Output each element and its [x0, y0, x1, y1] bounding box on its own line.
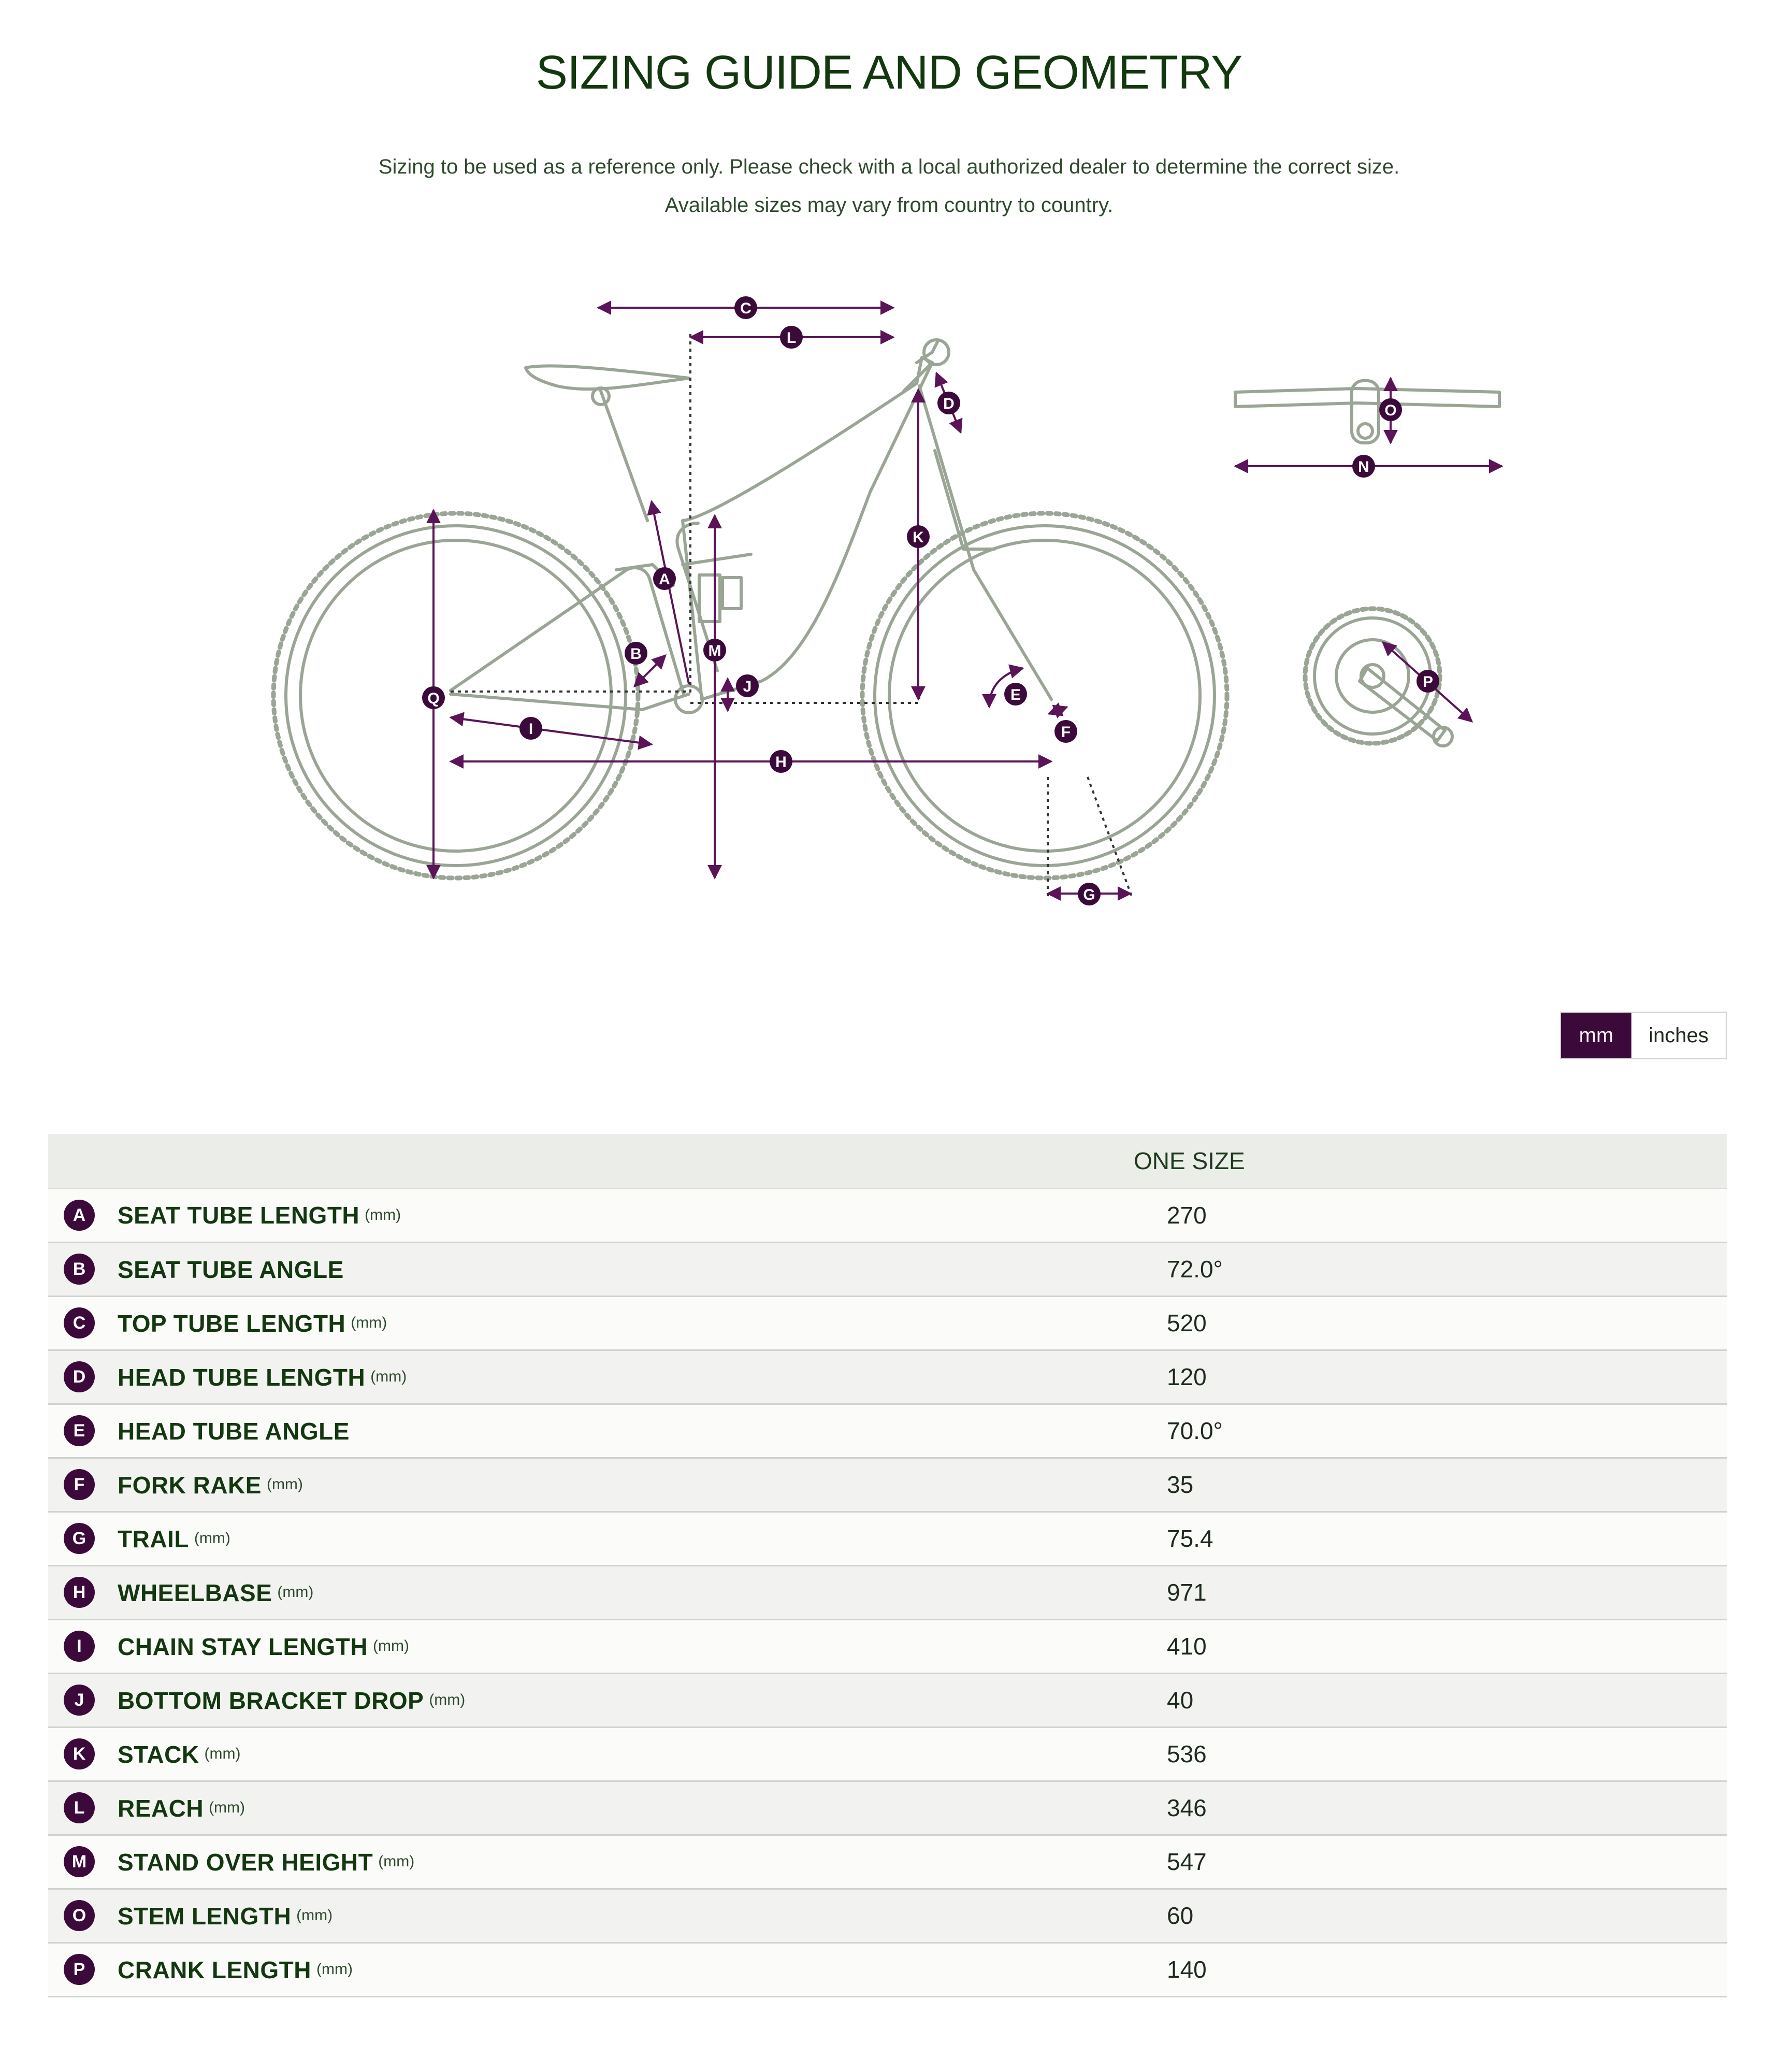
marker-m — [703, 639, 726, 661]
marker-e — [1004, 683, 1027, 706]
letter-badge: L — [64, 1792, 95, 1823]
letter-badge: J — [64, 1685, 95, 1716]
header-label-column — [48, 1134, 960, 1188]
svg-text:M: M — [708, 642, 721, 659]
letter-badge: P — [64, 1954, 95, 1985]
letter-badge: K — [64, 1738, 95, 1769]
table-row — [48, 1619, 1727, 1673]
svg-text:B: B — [630, 645, 642, 663]
measurement-name: CRANK LENGTH — [118, 1956, 311, 1983]
unit-mm-button[interactable]: mm — [1561, 1013, 1631, 1058]
svg-text:P: P — [1422, 673, 1434, 690]
measurement-value: 547 — [960, 1835, 1727, 1889]
page-title: SIZING GUIDE AND GEOMETRY — [536, 46, 1242, 99]
svg-text:H: H — [775, 754, 787, 771]
row-label-cell — [48, 1727, 960, 1781]
measurement-unit: (mm) — [378, 1853, 415, 1870]
letter-badge: O — [64, 1900, 95, 1931]
row-label-cell — [48, 1242, 960, 1296]
measurement-value: 72.0° — [960, 1242, 1727, 1296]
measurement-unit: (mm) — [370, 1368, 407, 1386]
row-label-cell — [48, 1296, 960, 1350]
measurement-unit: (mm) — [373, 1637, 410, 1655]
svg-text:C: C — [740, 300, 751, 317]
measurement-value: 75.4 — [960, 1512, 1727, 1565]
marker-g — [1078, 883, 1101, 905]
svg-text:L: L — [786, 329, 797, 347]
table-row — [48, 1512, 1727, 1565]
svg-text:O: O — [1384, 402, 1397, 419]
frame — [451, 340, 1051, 713]
marker-n — [1352, 455, 1375, 478]
marker-a — [653, 567, 676, 590]
letter-badge: A — [64, 1200, 95, 1231]
measurement-value: 140 — [960, 1942, 1727, 1996]
row-label-cell — [48, 1619, 960, 1673]
measurement-name: TOP TUBE LENGTH — [118, 1310, 346, 1337]
measurement-name: SEAT TUBE LENGTH — [118, 1202, 360, 1229]
svg-text:D: D — [943, 395, 955, 412]
measurement-unit: (mm) — [429, 1691, 466, 1709]
measurement-name: FORK RAKE — [118, 1471, 262, 1499]
table-row — [48, 1942, 1727, 1996]
table-row — [48, 1781, 1727, 1835]
measurement-unit: (mm) — [266, 1476, 303, 1493]
bike-illustration — [273, 340, 1499, 878]
row-label-cell — [48, 1835, 960, 1889]
measurement-unit: (mm) — [277, 1584, 314, 1601]
table-row — [48, 1835, 1727, 1889]
measurement-unit: (mm) — [351, 1314, 387, 1332]
svg-text:G: G — [1083, 886, 1095, 903]
row-label-cell — [48, 1512, 960, 1565]
table-header-row — [48, 1134, 1727, 1188]
row-label-cell — [48, 1188, 960, 1242]
marker-q — [422, 686, 445, 709]
letter-badge: G — [64, 1523, 95, 1554]
arrow-f — [1049, 707, 1067, 714]
table-row — [48, 1242, 1727, 1296]
row-label-cell — [48, 1889, 960, 1942]
table-row — [48, 1350, 1727, 1404]
measurement-unit: (mm) — [365, 1206, 401, 1224]
marker-l — [780, 326, 803, 349]
table-row — [48, 1188, 1727, 1242]
letter-badge: B — [64, 1254, 95, 1285]
marker-b — [625, 642, 647, 665]
measurement-value: 410 — [960, 1619, 1727, 1673]
measurement-name: SEAT TUBE ANGLE — [118, 1256, 344, 1283]
marker-f — [1054, 720, 1077, 743]
letter-badge: H — [64, 1577, 95, 1608]
table-row — [48, 1889, 1727, 1942]
measurement-value: 520 — [960, 1296, 1727, 1350]
marker-c — [734, 296, 757, 319]
handlebar-detail — [1235, 381, 1499, 443]
row-label-cell — [48, 1781, 960, 1835]
svg-text:K: K — [913, 529, 924, 546]
marker-i — [519, 717, 542, 740]
measurement-name: STEM LENGTH — [118, 1902, 292, 1930]
svg-text:Q: Q — [427, 690, 440, 707]
disclaimer-line-2: Available sizes may vary from country to country. — [664, 194, 1114, 217]
measurement-name: REACH — [118, 1794, 204, 1822]
sizing-disclaimer — [0, 148, 1778, 224]
marker-o — [1379, 398, 1402, 421]
letter-badge: C — [64, 1307, 95, 1339]
header-one-size: ONE SIZE — [960, 1134, 1727, 1188]
unit-inches-button[interactable]: inches — [1631, 1013, 1726, 1058]
measurement-unit: (mm) — [316, 1961, 353, 1978]
marker-j — [736, 674, 759, 697]
measurement-value: 120 — [960, 1350, 1727, 1404]
table-row — [48, 1404, 1727, 1458]
reference-lines — [451, 334, 1132, 896]
front-wheel — [862, 513, 1227, 878]
marker-d — [937, 392, 960, 414]
measurement-value: 70.0° — [960, 1404, 1727, 1458]
table-row — [48, 1458, 1727, 1512]
row-label-cell — [48, 1942, 960, 1996]
letter-badge: I — [64, 1631, 95, 1662]
measurement-unit: (mm) — [296, 1907, 333, 1924]
measurement-name: HEAD TUBE LENGTH — [118, 1363, 366, 1391]
marker-p — [1416, 670, 1439, 693]
letter-badge: F — [64, 1469, 95, 1500]
saddle — [526, 366, 689, 521]
table-row — [48, 1565, 1727, 1619]
geometry-table — [48, 1134, 1727, 1997]
disclaimer-line-1: Sizing to be used as a reference only. Please check with a local authorized dealer to determine the correct size. — [378, 155, 1400, 178]
svg-text:J: J — [743, 678, 752, 695]
row-label-cell — [48, 1404, 960, 1458]
measurement-unit: (mm) — [204, 1745, 241, 1763]
measurement-value: 346 — [960, 1781, 1727, 1835]
letter-badge: D — [64, 1361, 95, 1392]
unit-toggle — [1560, 1012, 1727, 1059]
svg-text:A: A — [659, 571, 670, 588]
table-row — [48, 1296, 1727, 1350]
measurement-name: TRAIL — [118, 1525, 189, 1552]
measurement-unit: (mm) — [209, 1799, 245, 1817]
measurement-name: HEAD TUBE ANGLE — [118, 1417, 350, 1445]
row-label-cell — [48, 1565, 960, 1619]
measurement-value: 971 — [960, 1565, 1727, 1619]
marker-k — [907, 525, 930, 548]
marker-h — [770, 750, 792, 773]
measurement-value: 536 — [960, 1727, 1727, 1781]
svg-text:N: N — [1358, 458, 1369, 476]
row-label-cell — [48, 1458, 960, 1512]
measurement-value: 40 — [960, 1673, 1727, 1727]
table-body — [48, 1188, 1727, 1996]
measurement-name: BOTTOM BRACKET DROP — [118, 1687, 424, 1714]
measurement-value: 60 — [960, 1889, 1727, 1942]
table-row — [48, 1727, 1727, 1781]
measurement-name: CHAIN STAY LENGTH — [118, 1633, 368, 1660]
measurement-name: STACK — [118, 1740, 199, 1768]
measurement-value: 270 — [960, 1188, 1727, 1242]
table-row — [48, 1673, 1727, 1727]
letter-badge: E — [64, 1415, 95, 1446]
row-label-cell — [48, 1673, 960, 1727]
letter-badge: M — [64, 1846, 95, 1877]
svg-text:E: E — [1010, 686, 1021, 703]
measurement-value: 35 — [960, 1458, 1727, 1512]
svg-text:F: F — [1061, 724, 1071, 741]
measurement-unit: (mm) — [194, 1530, 230, 1547]
row-label-cell — [48, 1350, 960, 1404]
measurement-name: WHEELBASE — [118, 1579, 272, 1606]
svg-text:I: I — [528, 721, 533, 738]
measurement-name: STAND OVER HEIGHT — [118, 1848, 373, 1876]
geometry-diagram — [0, 269, 1778, 943]
